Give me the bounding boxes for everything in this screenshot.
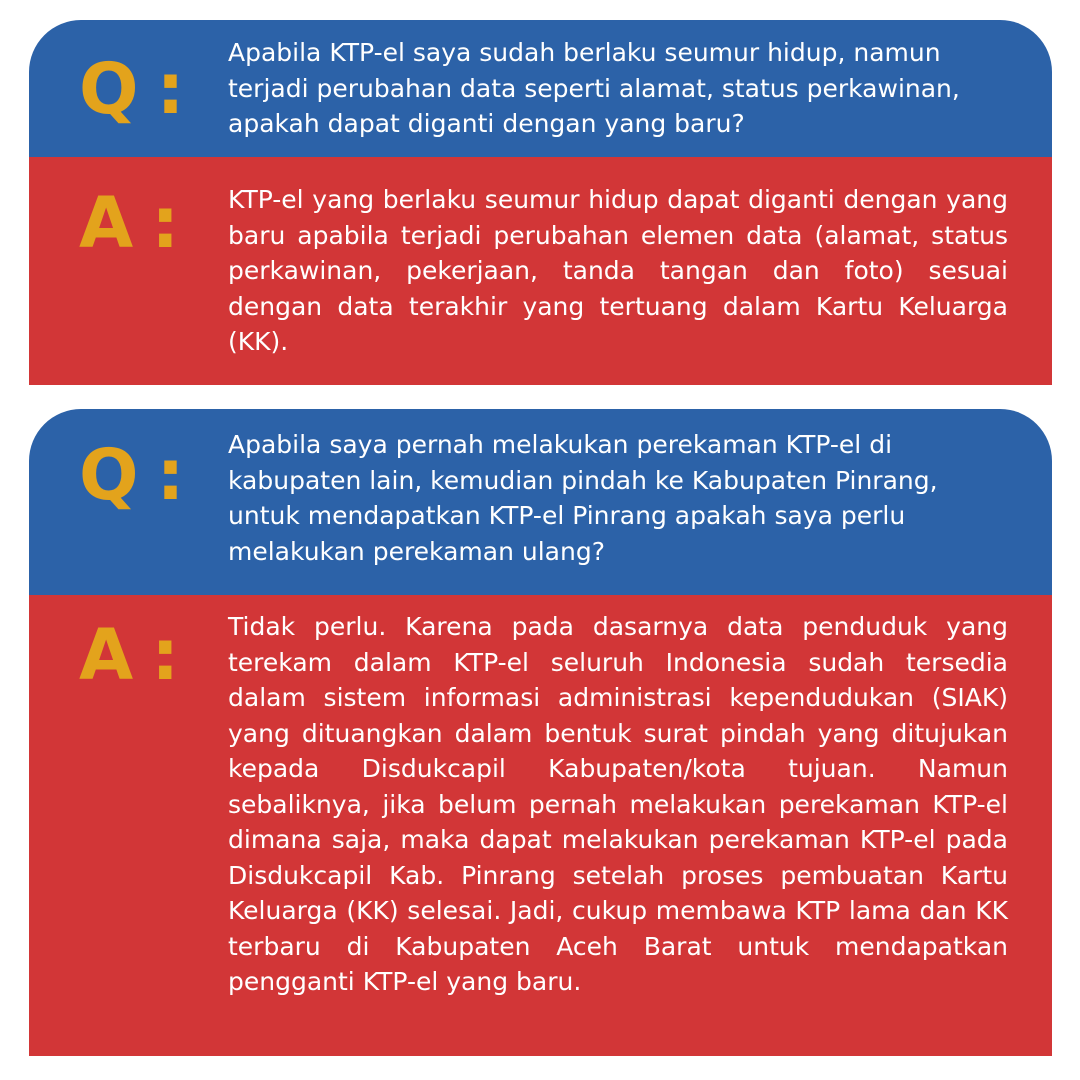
label-separator: :: [151, 614, 180, 696]
question-text: Apabila saya pernah melakukan perekaman KTP-el di kabupaten lain, kemudian pindah ke Kabupaten Pinrang, untuk mendapatkan KTP-el Pinrang apakah saya perlu melakukan perekaman ulang?: [228, 430, 938, 566]
answer-label: [79, 182, 180, 264]
question-text: Apabila KTP-el saya sudah berlaku seumur hidup, namun terjadi perubahan data seperti alamat, status perkawinan, apakah dapat diganti dengan yang baru?: [228, 38, 960, 138]
question-band: [29, 20, 1052, 157]
label-separator: :: [156, 48, 185, 130]
answer-letter: A: [79, 614, 134, 696]
question-label: [79, 434, 185, 516]
label-separator: :: [151, 182, 180, 264]
answer-band: [29, 157, 1052, 385]
answer-band: [29, 595, 1052, 1056]
question-letter: Q: [79, 48, 139, 130]
answer-text: KTP-el yang berlaku seumur hidup dapat diganti dengan yang baru apabila terjadi perubahan elemen data (alamat, status perkawinan, pekerjaan, tanda tangan dan foto) sesuai dengan data terakhir yang tertuang dalam Kartu Keluarga (KK).: [228, 185, 1008, 356]
question-band: [29, 409, 1052, 595]
question-letter: Q: [79, 434, 139, 516]
question-label: [79, 48, 185, 130]
label-separator: :: [156, 434, 185, 516]
answer-letter: A: [79, 182, 134, 264]
answer-label: [79, 614, 180, 696]
faq-card-2: [29, 409, 1052, 1056]
faq-card-1: [29, 20, 1052, 385]
answer-text: Tidak perlu. Karena pada dasarnya data penduduk yang terekam dalam KTP-el seluruh Indonesia sudah tersedia dalam sistem informasi administrasi kependudukan (SIAK) yang dituangkan dalam bentuk surat pindah yang ditujukan kepada Disdukcapil Kabupaten/kota tujuan. Namun sebaliknya, jika belum pernah melakukan perekaman KTP-el dimana saja, maka dapat melakukan perekaman KTP-el pada Disdukcapil Kab. Pinrang setelah proses pembuatan Kartu Keluarga (KK) selesai. Jadi, cukup membawa KTP lama dan KK terbaru di Kabupaten Aceh Barat untuk mendapatkan pengganti KTP-el yang baru.: [228, 612, 1008, 996]
